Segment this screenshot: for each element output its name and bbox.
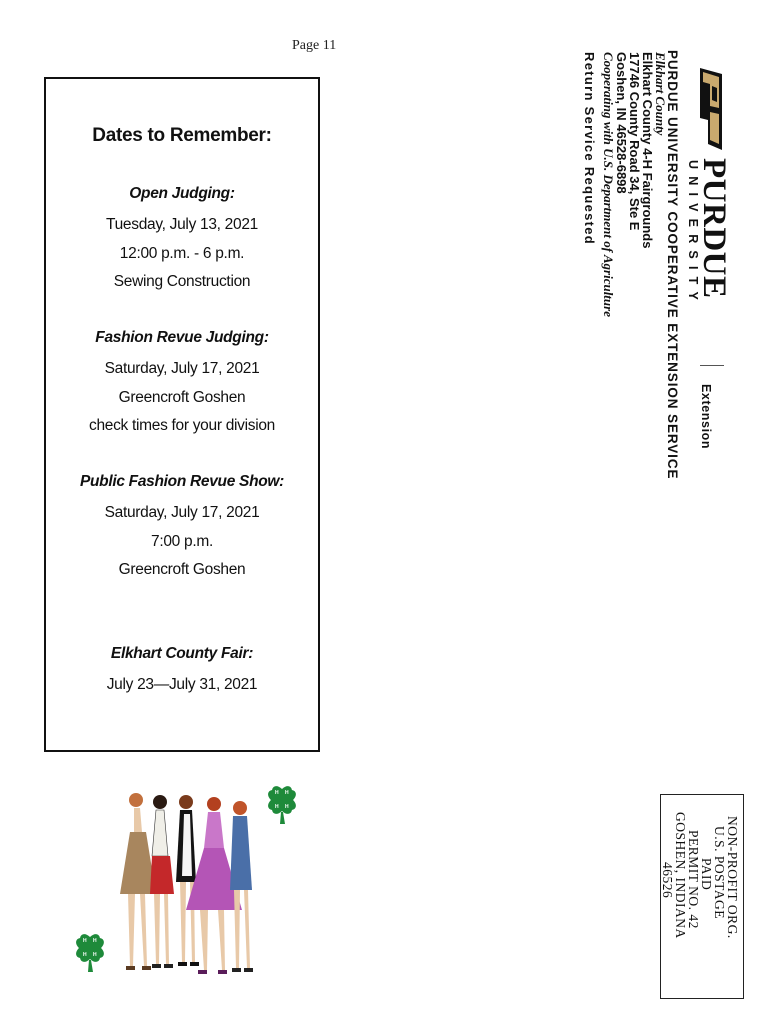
postage-line: PERMIT NO. 42 <box>686 830 701 929</box>
section-line: Saturday, July 17, 2021 <box>104 504 260 521</box>
postage-line: 46526 <box>660 862 675 899</box>
svg-text:H: H <box>275 804 279 810</box>
address-line-1: Elkhart County 4-H Fairgrounds <box>640 52 655 249</box>
section-line: Saturday, July 17, 2021 <box>104 360 260 377</box>
svg-text:H: H <box>285 790 289 796</box>
address-county: Elkhart County <box>653 52 668 136</box>
section-line: check times for your division <box>89 417 275 434</box>
postage-line: U.S. POSTAGE <box>712 826 727 920</box>
page-number: Page 11 <box>292 38 337 53</box>
address-line-3: Goshen, IN 46528-6898 <box>614 52 629 194</box>
elkhart-county-fair-section <box>46 645 318 700</box>
section-line: July 23—July 31, 2021 <box>106 676 258 693</box>
svg-text:H: H <box>83 952 87 958</box>
model-figure <box>150 795 174 968</box>
svg-text:H: H <box>275 790 279 796</box>
university-subtitle: UNIVERSITY <box>686 160 700 308</box>
public-fashion-revue-show-section <box>46 473 318 585</box>
agency-name: PURDUE UNIVERSITY COOPERATIVE EXTENSION SERVICE <box>665 50 680 480</box>
model-figure <box>120 793 156 970</box>
postage-line: PAID <box>699 858 714 891</box>
cooperating-line: Cooperating with U.S. Department of Agriculture <box>601 52 616 317</box>
postage-line: NON-PROFIT ORG. <box>725 816 740 939</box>
svg-text:H: H <box>83 938 87 944</box>
address-line-2: 17746 County Road 34, Ste E <box>627 52 642 231</box>
section-line: 12:00 p.m. - 6 p.m. <box>119 244 245 262</box>
section-heading: Open Judging: <box>129 185 235 202</box>
section-line: Tuesday, July 13, 2021 <box>106 216 258 233</box>
section-line: Greencroft Goshen <box>118 388 246 406</box>
section-heading: Elkhart County Fair: <box>110 645 254 662</box>
section-line: Sewing Construction <box>113 273 251 290</box>
open-judging-section <box>46 185 318 297</box>
purdue-p-logo-icon <box>696 64 726 154</box>
extension-label: Extension <box>699 384 713 450</box>
svg-text:H: H <box>285 804 289 810</box>
postage-line: GOSHEN, INDIANA <box>673 812 688 939</box>
section-heading: Public Fashion Revue Show: <box>79 473 285 490</box>
purdue-wordmark: PURDUE <box>696 158 732 299</box>
svg-text:H: H <box>93 952 97 958</box>
model-figure <box>230 801 253 972</box>
four-h-clover-icon <box>266 780 298 826</box>
logo-divider <box>700 365 724 366</box>
return-service-requested: Return Service Requested <box>582 52 597 246</box>
fashion-models-illustration <box>100 786 270 982</box>
section-heading: Fashion Revue Judging: <box>95 329 269 346</box>
dates-to-remember-box <box>44 77 320 752</box>
section-line: Greencroft Goshen <box>118 561 246 578</box>
section-line: 7:00 p.m. <box>151 532 213 550</box>
svg-text:H: H <box>93 938 97 944</box>
fashion-revue-judging-section <box>46 329 318 441</box>
dates-title: Dates to Remember: <box>92 125 272 146</box>
